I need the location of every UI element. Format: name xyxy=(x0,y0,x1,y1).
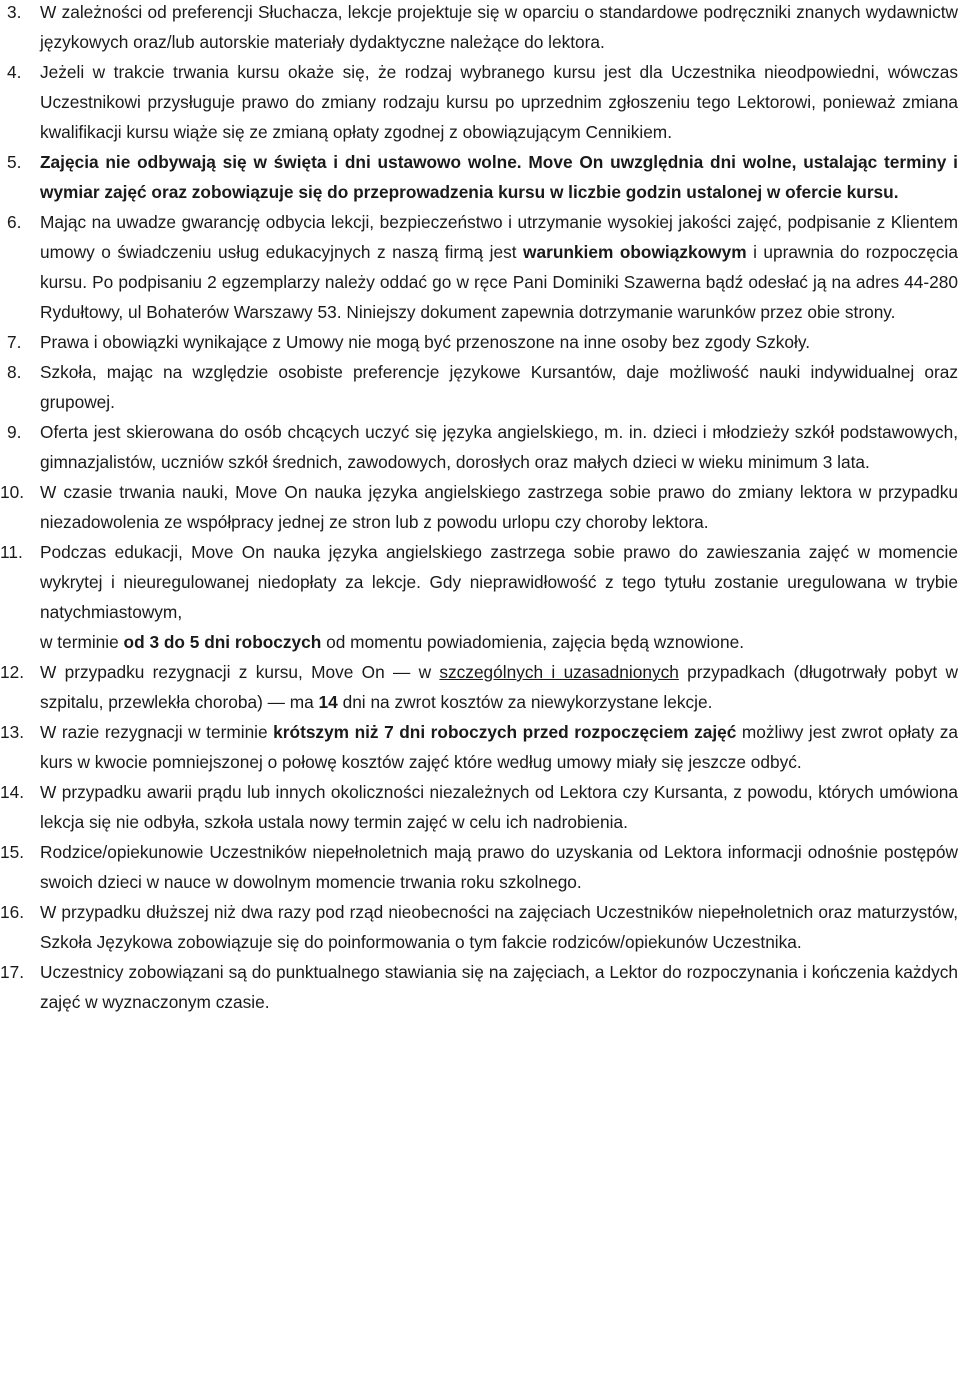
item-text: Szkoła, mając na względzie osobiste preferencje językowe Kursantów, daje możliwość nauki indywidualnej oraz grupowej. xyxy=(40,362,958,412)
item-text: Mając na uwadze gwarancję odbycia lekcji, bezpieczeństwo i utrzymanie wysokiej jakości zajęć, podpisanie z Klientem umowy o świadczeniu usług edukacyjnych z naszą firmą jest xyxy=(40,212,958,262)
item-text-bold: od 3 do 5 dni roboczych xyxy=(123,632,322,652)
item-number: 17. xyxy=(0,962,25,982)
list-item-4 xyxy=(0,57,958,147)
list-item-12 xyxy=(0,657,958,717)
item-number: 6. xyxy=(7,212,22,232)
item-text: Podczas edukacji, Move On nauka języka angielskiego zastrzega sobie prawo do zawieszania zajęć w momencie wykrytej i nieuregulowanej niedopłaty za lekcje. Gdy nieprawidłowość z tego tytułu zostanie uregulowana w trybie natychmiastowym, xyxy=(40,542,958,622)
item-text: dni na zwrot kosztów za niewykorzystane lekcje. xyxy=(337,692,713,712)
item-number: 10. xyxy=(0,482,25,502)
item-text: Uczestnicy zobowiązani są do punktualnego stawiania się na zajęciach, a Lektor do rozpoczynania i kończenia każdych zajęć w wyznaczonym czasie. xyxy=(40,962,958,1012)
list-item-5 xyxy=(0,147,958,207)
item-text: Jeżeli w trakcie trwania kursu okaże się, że rodzaj wybranego kursu jest dla Uczestnika nieodpowiedni, wówczas Uczestnikowi przysługuje prawo do zmiany rodzaju kursu po uprzednim zgłoszeniu tego Lektorowi, ponieważ zmiana kwalifikacji kursu wiąże się ze zmianą opłaty zgodnej z obowiązującym Cennikiem. xyxy=(40,62,958,142)
list-item-11 xyxy=(0,537,958,657)
item-text-bold: 14 xyxy=(318,692,338,712)
item-text: przypadkach (długotrwały pobyt w szpitalu, przewlekła choroba) — ma xyxy=(40,662,958,712)
item-text-underlined: szczególnych i uzasadnionych xyxy=(439,662,679,682)
item-number: 14. xyxy=(0,782,25,802)
list-item-14 xyxy=(0,777,958,837)
item-number: 11. xyxy=(0,542,23,562)
item-number: 3. xyxy=(7,2,22,22)
item-text: Oferta jest skierowana do osób chcących uczyć się języka angielskiego, m. in. dzieci i młodzieży szkół podstawowych, gimnazjalistów, uczniów szkół średnich, zawodowych, dorosłych oraz małych dzieci w wieku minimum 3 lata. xyxy=(40,422,958,472)
item-text: W przypadku awarii prądu lub innych okoliczności niezależnych od Lektora czy Kursanta, z powodu, których umówiona lekcja się nie odbyła, szkoła ustala nowy termin zajęć w celu ich nadrobienia. xyxy=(40,782,958,832)
item-number: 16. xyxy=(0,902,25,922)
list-item-17 xyxy=(0,957,958,1017)
item-text-bold: Zajęcia nie odbywają się w święta i dni ustawowo wolne. Move On uwzględnia dni wolne, ustalając terminy i wymiar zajęć oraz zobowiązuje się do przeprowadzenia kursu w liczbie godzin ustalonej w ofercie kursu. xyxy=(40,152,958,202)
item-number: 9. xyxy=(7,422,22,442)
item-text: W przypadku dłuższej niż dwa razy pod rząd nieobecności na zajęciach Uczestników niepełnoletnich oraz maturzystów, Szkoła Językowa zobowiązuje się do poinformowania o tym fakcie rodziców/opiekunów Uczestnika. xyxy=(40,902,958,952)
item-text: W razie rezygnacji w terminie xyxy=(40,722,274,742)
item-number: 5. xyxy=(7,152,22,172)
list-item-16 xyxy=(0,897,958,957)
item-text-bold: warunkiem obowiązkowym xyxy=(523,242,747,262)
list-item-10 xyxy=(0,477,958,537)
item-number: 15. xyxy=(0,842,25,862)
list-item-13 xyxy=(0,717,958,777)
item-text: w terminie xyxy=(40,632,124,652)
item-number: 4. xyxy=(7,62,22,82)
list-item-9 xyxy=(0,417,958,477)
list-item-7 xyxy=(0,327,958,357)
item-text: i uprawnia do rozpoczęcia kursu. Po podpisaniu 2 egzemplarzy należy oddać go w ręce Pani Dominiki Szawerna bądź odesłać ją na adres 44-280 Rydułtowy, ul Bohaterów Warszawy 53. Niniejszy dokument zapewnia dotrzymanie warunków przez obie strony. xyxy=(40,242,958,322)
item-text: W czasie trwania nauki, Move On nauka języka angielskiego zastrzega sobie prawo do zmiany lektora w przypadku niezadowolenia ze współpracy jednej ze stron lub z powodu urlopu czy choroby lektora. xyxy=(40,482,958,532)
item-text: od momentu powiadomienia, zajęcia będą wznowione. xyxy=(321,632,745,652)
list-item-8 xyxy=(0,357,958,417)
item-text-bold: krótszym niż 7 dni roboczych przed rozpoczęciem zajęć xyxy=(273,722,737,742)
list-item-3 xyxy=(0,0,958,57)
item-number: 8. xyxy=(7,362,22,382)
item-text: W przypadku rezygnacji z kursu, Move On — w xyxy=(40,662,440,682)
list-item-6 xyxy=(0,207,958,327)
item-text: Prawa i obowiązki wynikające z Umowy nie mogą być przenoszone na inne osoby bez zgody Szkoły. xyxy=(40,332,811,352)
item-text: W zależności od preferencji Słuchacza, lekcje projektuje się w oparciu o standardowe podręczniki znanych wydawnictw językowych oraz/lub autorskie materiały dydaktyczne należące do lektora. xyxy=(40,2,958,52)
item-number: 7. xyxy=(7,332,22,352)
list-item-15 xyxy=(0,837,958,897)
item-text: Rodzice/opiekunowie Uczestników niepełnoletnich mają prawo do uzyskania od Lektora informacji odnośnie postępów swoich dzieci w nauce w dowolnym momencie trwania roku szkolnego. xyxy=(40,842,958,892)
item-number: 12. xyxy=(0,662,25,682)
item-number: 13. xyxy=(0,722,25,742)
item-text: możliwy jest zwrot opłaty za kurs w kwocie pomniejszonej o połowę kosztów zajęć które według umowy miały się jeszcze odbyć. xyxy=(40,722,958,772)
